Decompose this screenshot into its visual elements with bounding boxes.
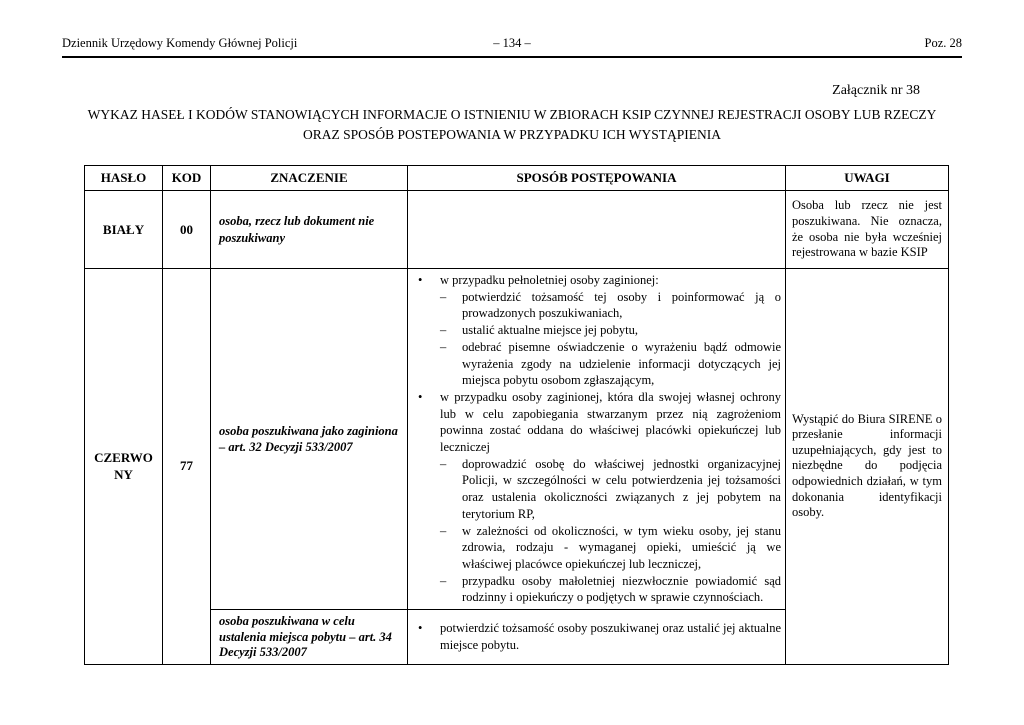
cell-bialy-sposob — [408, 191, 786, 269]
procedure-item: – potwierdzić tożsamość tej osoby i poinformować ją o prowadzonych poszukiwaniach, — [410, 289, 781, 322]
procedure-item: – doprowadzić osobę do właściwej jednostki organizacyjnej Policji, w szczególności w celu potwierdzenia jej tożsamości oraz ustalenia okoliczności związanych z jej pobytem na terytorium RP, — [410, 456, 781, 523]
cell-bialy-haslo: BIAŁY — [85, 191, 163, 269]
cell-bialy-znaczenie: osoba, rzecz lub dokument nie poszukiwany — [211, 191, 408, 269]
table-row-bialy — [85, 191, 949, 269]
procedure-item: • potwierdzić tożsamość osoby poszukiwanej oraz ustalić jej aktualne miejsce pobytu. — [410, 620, 781, 653]
procedure-item: – odebrać pisemne oświadczenie o wyrażeniu bądź odmowie wyrażenia zgody na udzielenie informacji dotyczących jej miejsca pobytu osobom zgłaszającym, — [410, 339, 781, 389]
cell-czerwony-kod: 77 — [163, 269, 211, 665]
codes-table — [84, 165, 949, 665]
column-header-haslo: HASŁO — [85, 166, 163, 191]
cell-bialy-uwagi: Osoba lub rzecz nie jest poszukiwana. Nie oznacza, że osoba nie była wcześniej rejestrowana w bazie KSIP — [786, 191, 949, 269]
header-divider — [62, 56, 962, 58]
procedure-item: – przypadku osoby małoletniej niezwłocznie powiadomić sąd rodzinny i opiekuńczy o podjętych w sprawie czynnościach. — [410, 573, 781, 606]
cell-czerwony-znaczenie-pobyt: osoba poszukiwana w celu ustalenia miejsca pobytu – art. 34 Decyzji 533/2007 — [211, 610, 408, 665]
position-label: Poz. 28 — [924, 36, 962, 50]
column-header-uwagi: UWAGI — [786, 166, 949, 191]
table-row-czerwony-zaginiona — [85, 269, 949, 610]
column-header-sposob: SPOSÓB POSTĘPOWANIA — [408, 166, 786, 191]
page-number: – 134 – — [493, 36, 531, 50]
column-header-znaczenie: ZNACZENIE — [211, 166, 408, 191]
table-header-row — [85, 166, 949, 191]
journal-title: Dziennik Urzędowy Komendy Głównej Policji — [62, 36, 298, 50]
running-header — [62, 36, 962, 52]
cell-czerwony-uwagi: Wystąpić do Biura SIRENE o przesłanie informacji uzupełniających, gdy jest to niezbędne do podjęcia odpowiednich działań, w tym dokonania identyfikacji osoby. — [786, 269, 949, 665]
cell-czerwony-znaczenie-zaginiona: osoba poszukiwana jako zaginiona – art. 32 Decyzji 533/2007 — [211, 269, 408, 610]
column-header-kod: KOD — [163, 166, 211, 191]
procedure-list-zaginiona — [410, 272, 781, 606]
cell-bialy-kod: 00 — [163, 191, 211, 269]
document-title — [40, 105, 984, 144]
procedure-item: • w przypadku pełnoletniej osoby zaginionej: — [410, 272, 781, 289]
cell-czerwony-sposob-pobyt — [408, 610, 786, 665]
cell-czerwony-sposob-zaginiona — [408, 269, 786, 610]
procedure-item: • w przypadku osoby zaginionej, która dla swojej własnej ochrony lub w celu zapobiegania stwarzanym przez nią zagrożeniom powinna zostać oddana do właściwej placówki opiekuńczej lub leczniczej — [410, 389, 781, 456]
document-title-line1: WYKAZ HASEŁ I KODÓW STANOWIĄCYCH INFORMACJE O ISTNIENIU W ZBIORACH KSIP CZYNNEJ REJESTRACJI OSOBY LUB RZECZY — [87, 107, 937, 122]
procedure-list-pobyt — [410, 620, 781, 653]
document-title-line2: ORAZ SPOSÓB POSTEPOWANIA W PRZYPADKU ICH WYSTĄPIENIA — [302, 126, 722, 142]
cell-czerwony-haslo: CZERWONY — [85, 269, 163, 665]
attachment-label: Załącznik nr 38 — [832, 83, 920, 98]
procedure-item: – ustalić aktualne miejsce jej pobytu, — [410, 322, 781, 339]
procedure-item: – w zależności od okoliczności, w tym wieku osoby, jej stanu zdrowia, rodzaju - wymaganej opieki, umieścić ją we właściwej placówce opiekuńczej lub leczniczej, — [410, 523, 781, 573]
